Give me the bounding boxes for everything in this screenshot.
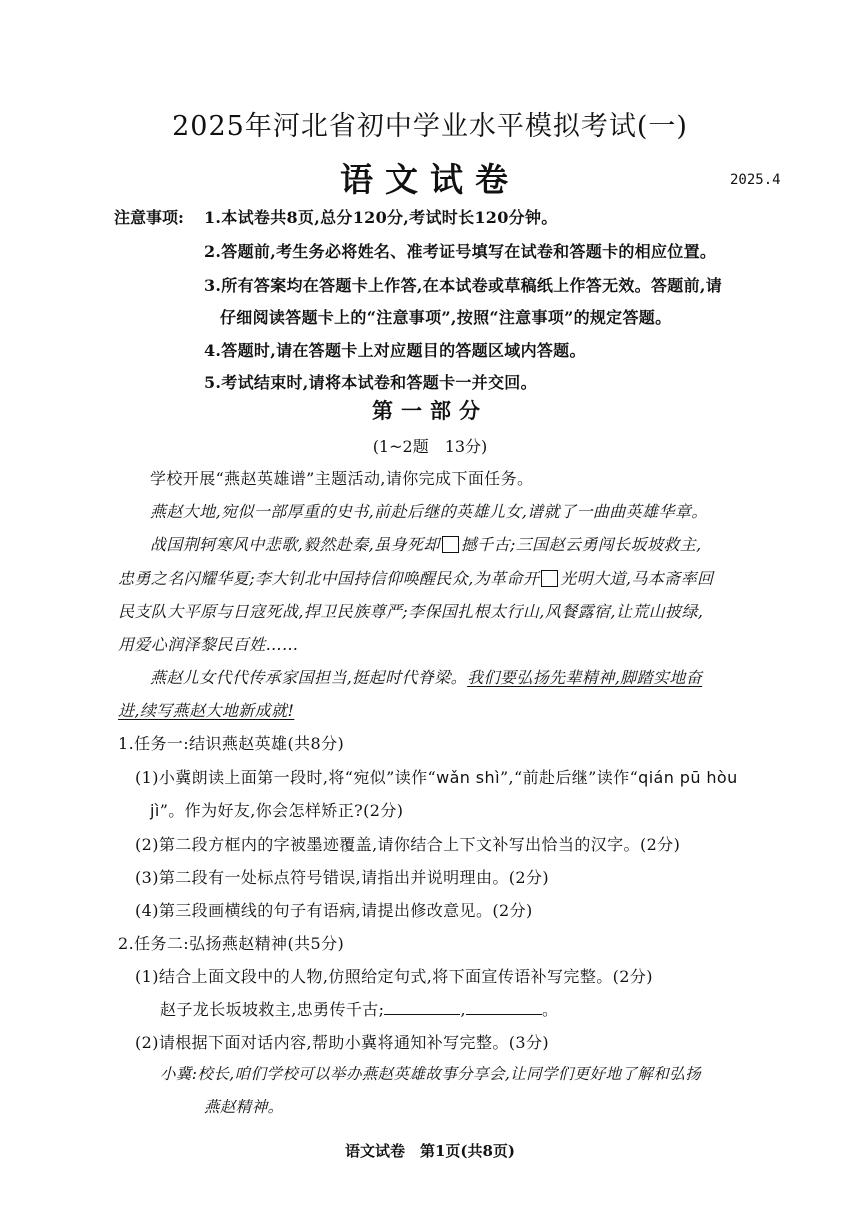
- passage-text: 忠勇之名闪耀华夏;李大钊北中国持信仰唤醒民众,为革命开: [118, 569, 540, 588]
- passage-paragraph-2-line: 用爱心润泽黎民百姓……: [118, 635, 299, 654]
- question-text: ”。作为好友,你会怎样矫正?(2分): [159, 801, 404, 820]
- dialog-line: 小冀:校长,咱们学校可以举办燕赵英雄故事分享会,让同学们更好地了解和弘扬: [160, 1065, 701, 1083]
- intro-text: 学校开展“燕赵英雄谱”主题活动,请你完成下面任务。: [150, 469, 534, 488]
- question-1-1: [135, 765, 738, 788]
- exam-title: 2025年河北省初中学业水平模拟考试(一): [172, 111, 688, 142]
- dialog-line: 燕赵精神。: [204, 1098, 284, 1116]
- notes-label: 注意事项:: [114, 208, 184, 227]
- passage-paragraph-2-line: [118, 566, 713, 589]
- answer-blank: [466, 1000, 542, 1015]
- passage-paragraph-2-line: 民支队大平原与日寇死战,捍卫民族尊严;李保国扎根太行山,风餐露宿,让荒山披绿,: [118, 602, 704, 621]
- question-1-3: (3)第二段有一处标点符号错误,请指出并说明理由。(2分): [135, 868, 550, 887]
- question-1-1-cont: [150, 798, 403, 821]
- ink-covered-box: [442, 536, 459, 553]
- pinyin: qián pū hòu: [638, 768, 738, 787]
- note-item: 1.本试卷共8页,总分120分,考试时长120分钟。: [204, 208, 558, 227]
- question-1-title: 1.任务一:结识燕赵英雄(共8分): [118, 734, 345, 753]
- note-item: 仔细阅读答题卡上的“注意事项”,按照“注意事项”的规定答题。: [220, 308, 672, 327]
- question-text: (1)小冀朗读上面第一段时,将“宛似”读作“: [135, 768, 437, 787]
- note-item: 5.考试结束时,请将本试卷和答题卡一并交回。: [204, 373, 537, 392]
- separator: 。: [541, 1000, 559, 1019]
- passage-text: 燕赵儿女代代传承家国担当,挺起时代脊梁。: [150, 668, 468, 687]
- pinyin: wǎn shì: [436, 768, 500, 787]
- passage-text: 光明大道,马本斋率回: [560, 569, 714, 588]
- ink-covered-box: [541, 570, 558, 587]
- note-item: 4.答题时,请在答题卡上对应题目的答题区域内答题。: [204, 341, 586, 360]
- question-1-2: (2)第二段方框内的字被墨迹覆盖,请你结合上下文补写出恰当的汉字。(2分): [135, 835, 681, 854]
- slogan-example: 赵子龙长坂坡救主,忠勇传千古;: [160, 1000, 385, 1019]
- answer-blank: [384, 1000, 460, 1015]
- slogan-line: [160, 997, 558, 1020]
- passage-text: 撼千古;三国赵云勇闯长坂坡救主,: [460, 535, 702, 554]
- passage-text: 战国荆轲寒风中悲歌,毅然赴秦,虽身死却: [150, 535, 440, 554]
- part-title: 第一部分: [372, 398, 488, 423]
- part-subtitle: (1~2题 13分): [372, 437, 488, 456]
- question-2-title: 2.任务二:弘扬燕赵精神(共5分): [118, 934, 345, 953]
- question-2-2: (2)请根据下面对话内容,帮助小冀将通知补写完整。(3分): [135, 1033, 550, 1052]
- underlined-sentence: 我们要弘扬先辈精神,脚踏实地奋: [467, 668, 703, 687]
- page-footer: 语文试卷 第1页(共8页): [344, 1142, 516, 1160]
- passage-paragraph-2-line: [150, 532, 702, 555]
- passage-paragraph-3-line: [150, 665, 702, 688]
- question-1-4: (4)第三段画横线的句子有语病,请提出修改意见。(2分): [135, 901, 533, 920]
- question-text: ”,“前赴后继”读作“: [499, 768, 639, 787]
- pinyin: jì: [150, 801, 160, 820]
- note-item: 2.答题前,考生务必将姓名、准考证号填写在试卷和答题卡的相应位置。: [204, 242, 717, 261]
- question-2-1: (1)结合上面文段中的人物,仿照给定句式,将下面宣传语补写完整。(2分): [135, 967, 653, 986]
- separator: ,: [460, 1000, 466, 1019]
- exam-date: 2025.4: [730, 172, 781, 188]
- passage-paragraph-3-line: [118, 698, 294, 721]
- note-item: 3.所有答案均在答题卡上作答,在本试卷或草稿纸上作答无效。答题前,请: [204, 276, 723, 295]
- underlined-sentence: 进,续写燕赵大地新成就!: [118, 701, 295, 720]
- passage-paragraph-1: 燕赵大地,宛似一部厚重的史书,前赴后继的英雄儿女,谱就了一曲曲英雄华章。: [150, 502, 708, 521]
- subject-title: 语文试卷: [340, 160, 520, 199]
